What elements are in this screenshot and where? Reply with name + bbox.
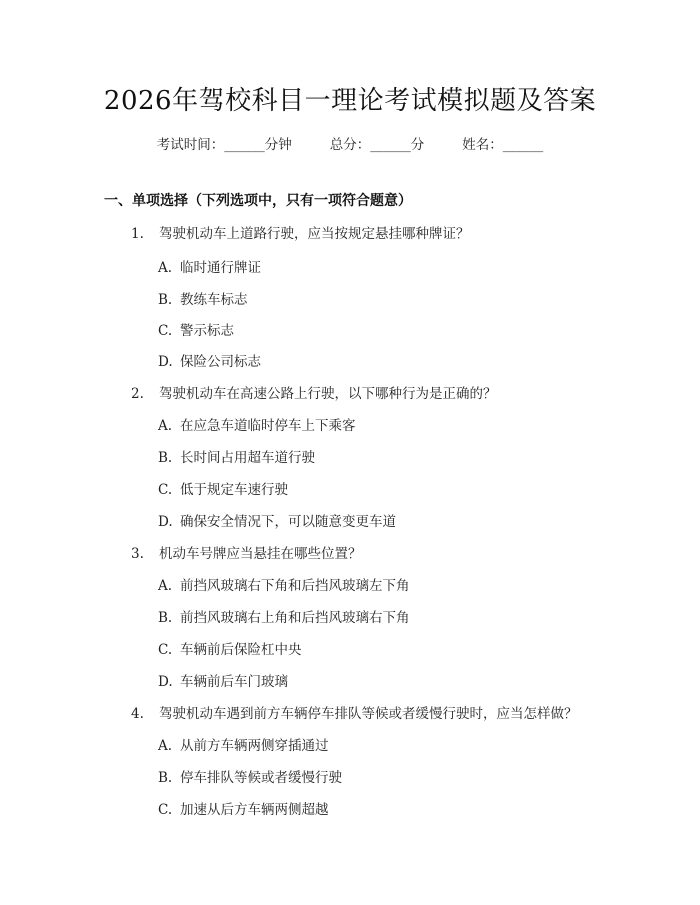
- option-letter: A.: [158, 578, 173, 594]
- question-number: 1.: [131, 226, 144, 242]
- option-letter: C.: [158, 642, 173, 658]
- option-text: 警示标志: [180, 323, 234, 339]
- student-name-field: 姓名：______: [462, 137, 544, 153]
- section-title: 一、单项选择（下列选项中，只有一项符合题意）: [104, 193, 412, 209]
- option-text: 低于规定车速行驶: [180, 482, 288, 498]
- option-letter: C.: [158, 802, 173, 818]
- question-2-option-a: [158, 414, 356, 434]
- option-text: 从前方车辆两侧穿插通过: [180, 738, 329, 754]
- question-text: 驾驶机动车上道路行驶，应当按规定悬挂哪种牌证？: [159, 226, 470, 242]
- question-2-option-d: [158, 510, 396, 530]
- question-2: [131, 382, 497, 402]
- option-letter: A.: [158, 418, 173, 434]
- option-text: 确保安全情况下，可以随意变更车道: [180, 514, 396, 530]
- exam-info-line: [0, 133, 700, 153]
- option-text: 在应急车道临时停车上下乘客: [180, 418, 356, 434]
- question-3-option-c: [158, 638, 302, 658]
- question-text: 驾驶机动车在高速公路上行驶，以下哪种行为是正确的？: [159, 386, 497, 402]
- option-text: 长时间占用超车道行驶: [180, 450, 315, 466]
- question-1-option-a: [158, 256, 261, 276]
- option-letter: B.: [158, 770, 173, 786]
- option-letter: D.: [158, 674, 173, 690]
- total-score-field: 总分：______分: [329, 137, 425, 153]
- option-letter: D.: [158, 354, 173, 370]
- question-1: [131, 222, 470, 242]
- question-1-option-c: [158, 319, 234, 339]
- question-4-option-b: [158, 766, 342, 786]
- option-text: 临时通行牌证: [180, 260, 261, 276]
- option-text: 教练车标志: [180, 292, 248, 308]
- question-3: [131, 542, 362, 562]
- question-3-option-b: [158, 606, 410, 626]
- question-1-option-b: [158, 288, 248, 308]
- option-letter: B.: [158, 610, 173, 626]
- option-text: 车辆前后车门玻璃: [180, 674, 288, 690]
- question-4-option-c: [158, 798, 329, 818]
- option-text: 前挡风玻璃右上角和后挡风玻璃右下角: [180, 610, 410, 626]
- option-letter: B.: [158, 450, 173, 466]
- question-3-option-d: [158, 670, 288, 690]
- question-text: 驾驶机动车遇到前方车辆停车排队等候或者缓慢行驶时，应当怎样做？: [159, 706, 578, 722]
- option-letter: D.: [158, 514, 173, 530]
- option-letter: C.: [158, 482, 173, 498]
- question-4: [131, 702, 578, 722]
- option-text: 车辆前后保险杠中央: [180, 642, 302, 658]
- question-2-option-c: [158, 478, 288, 498]
- question-3-option-a: [158, 574, 410, 594]
- question-number: 4.: [131, 706, 144, 722]
- question-1-option-d: [158, 350, 261, 370]
- question-4-option-a: [158, 734, 329, 754]
- exam-time-field: 考试时间：______分钟: [156, 137, 292, 153]
- option-text: 停车排队等候或者缓慢行驶: [180, 770, 342, 786]
- option-text: 前挡风玻璃右下角和后挡风玻璃左下角: [180, 578, 410, 594]
- question-number: 2.: [131, 386, 144, 402]
- question-number: 3.: [131, 546, 144, 562]
- option-text: 加速从后方车辆两侧超越: [180, 802, 329, 818]
- document-title: 2026年驾校科目一理论考试模拟题及答案: [103, 86, 597, 116]
- option-letter: C.: [158, 323, 173, 339]
- option-text: 保险公司标志: [180, 354, 261, 370]
- question-text: 机动车号牌应当悬挂在哪些位置？: [159, 546, 362, 562]
- question-2-option-b: [158, 446, 315, 466]
- option-letter: B.: [158, 292, 173, 308]
- option-letter: A.: [158, 738, 173, 754]
- option-letter: A.: [158, 260, 173, 276]
